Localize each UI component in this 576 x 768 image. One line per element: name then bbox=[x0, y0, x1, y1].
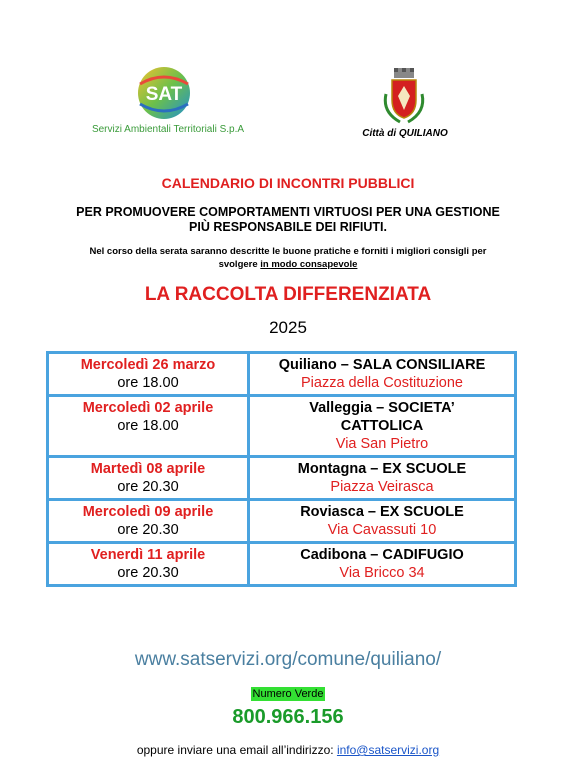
phone-number[interactable]: 800.966.156 bbox=[232, 706, 344, 728]
numero-verde-wrap bbox=[0, 684, 576, 702]
intro-line-2-text: svolgere bbox=[218, 259, 261, 270]
meeting-time: ore 18.00 bbox=[117, 375, 179, 391]
meeting-time: ore 20.30 bbox=[117, 479, 179, 495]
table-row bbox=[48, 500, 516, 543]
place-cell bbox=[249, 457, 516, 500]
meeting-place: Cadibona – CADIFUGIO bbox=[300, 547, 464, 563]
website-link[interactable]: www.satservizi.org/comune/quiliano/ bbox=[134, 649, 442, 670]
meeting-place: Montagna – EX SCUOLE bbox=[297, 461, 467, 477]
place-cell bbox=[249, 543, 516, 586]
meeting-address: Via Bricco 34 bbox=[339, 565, 425, 581]
table-row bbox=[48, 543, 516, 586]
meeting-date: Venerdì 11 aprile bbox=[90, 547, 206, 563]
calendar-title: CALENDARIO DI INCONTRI PUBBLICI bbox=[161, 175, 415, 191]
meeting-time: ore 18.00 bbox=[117, 418, 179, 434]
place-cell bbox=[249, 500, 516, 543]
year: 2025 bbox=[269, 318, 307, 337]
place-cell bbox=[249, 396, 516, 457]
date-cell bbox=[48, 396, 249, 457]
place-cell bbox=[249, 353, 516, 396]
date-cell bbox=[48, 543, 249, 586]
meeting-date: Martedì 08 aprile bbox=[90, 461, 206, 477]
numero-verde-label: Numero Verde bbox=[252, 688, 324, 700]
table-row bbox=[48, 396, 516, 457]
meeting-date: Mercoledì 02 aprile bbox=[82, 400, 214, 416]
meeting-place: Valleggia – SOCIETA’ CATTOLICA bbox=[309, 400, 455, 434]
table-row bbox=[48, 457, 516, 500]
email-line bbox=[0, 743, 576, 757]
schedule-table bbox=[46, 351, 517, 587]
table-row bbox=[48, 353, 516, 396]
subtitle-line-1: PER PROMUOVERE COMPORTAMENTI VIRTUOSI PER UNA GESTIONE bbox=[76, 205, 500, 219]
date-cell bbox=[48, 353, 249, 396]
raccolta-title: LA RACCOLTA DIFFERENZIATA bbox=[144, 284, 432, 305]
meeting-address: Via San Pietro bbox=[335, 436, 429, 452]
intro-underlined-text: in modo consapevole bbox=[260, 259, 358, 270]
meeting-address: Piazza della Costituzione bbox=[300, 375, 463, 391]
meeting-place: Roviasca – EX SCUOLE bbox=[300, 504, 464, 520]
meeting-address: Piazza Veirasca bbox=[330, 479, 434, 495]
meeting-date: Mercoledì 09 aprile bbox=[82, 504, 214, 520]
city-crest-icon bbox=[380, 66, 428, 126]
meeting-place: Quiliano – SALA CONSILIARE bbox=[278, 357, 486, 373]
sat-logo bbox=[132, 66, 196, 120]
meeting-time: ore 20.30 bbox=[117, 565, 179, 581]
intro-line-2 bbox=[0, 259, 576, 270]
sat-logo-text: SAT bbox=[145, 84, 183, 105]
meeting-address: Via Cavassuti 10 bbox=[327, 522, 437, 538]
meeting-time: ore 20.30 bbox=[117, 522, 179, 538]
intro-line-1: Nel corso della serata saranno descritte le buone pratiche e forniti i migliori consigli per bbox=[89, 246, 487, 257]
subtitle-line-2: PIÙ RESPONSABILE DEI RIFIUTI. bbox=[189, 220, 387, 234]
date-cell bbox=[48, 457, 249, 500]
email-prefix: oppure inviare una email all’indirizzo: bbox=[136, 743, 337, 757]
email-link[interactable]: info@satservizi.org bbox=[336, 743, 440, 757]
meeting-date: Mercoledì 26 marzo bbox=[80, 357, 216, 373]
date-cell bbox=[48, 500, 249, 543]
company-name: Servizi Ambientali Territoriali S.p.A bbox=[91, 124, 245, 135]
city-label: Città di QUILIANO bbox=[362, 128, 448, 139]
